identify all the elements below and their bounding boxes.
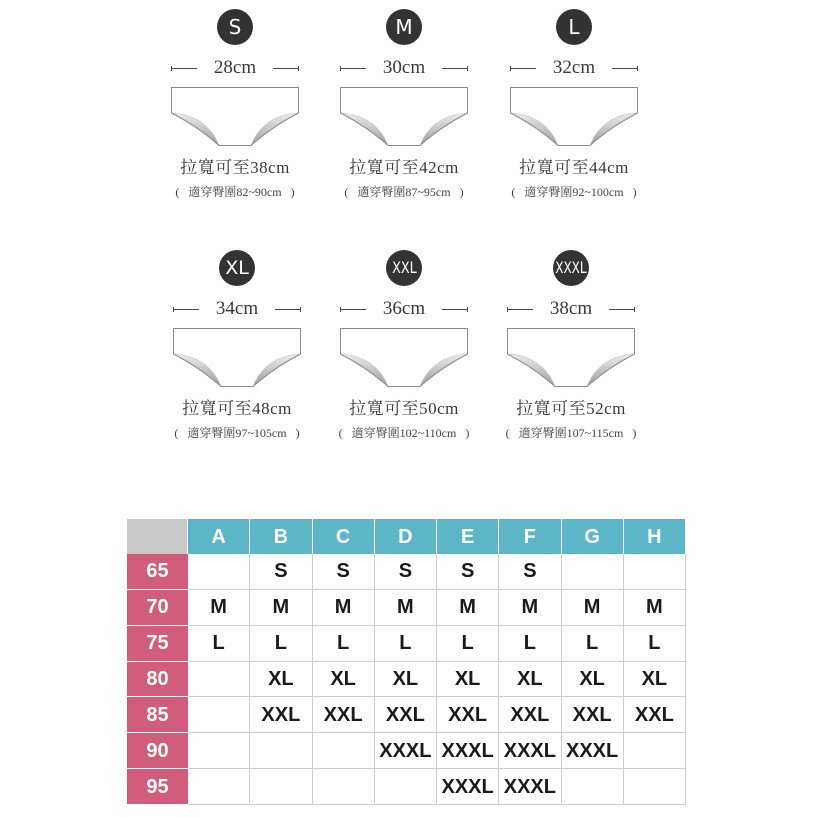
size-cell: L: [188, 626, 250, 662]
size-cell: [562, 769, 624, 805]
size-cell: M: [313, 590, 375, 626]
size-cell: [250, 769, 312, 805]
stretch-text: 拉寬可至50cm: [349, 399, 459, 418]
measure-line: [340, 68, 366, 69]
size-table: [127, 519, 686, 805]
size-cell: XL: [562, 662, 624, 698]
size-cell: M: [437, 590, 499, 626]
size-cell: [313, 733, 375, 769]
size-badge-label: XL: [225, 256, 249, 279]
hip-fit-text: ( 適穿臀圍92~100cm ): [511, 185, 637, 199]
size-cell: XXL: [624, 697, 686, 733]
size-badge: [386, 250, 422, 286]
size-cell: XXXL: [437, 733, 499, 769]
size-cell: XXXL: [437, 769, 499, 805]
waist-width-measure: [510, 58, 638, 78]
size-cell: [624, 769, 686, 805]
measure-line: [275, 309, 301, 310]
size-badge: [386, 9, 422, 45]
size-cell: XXL: [313, 697, 375, 733]
size-cell: [188, 769, 250, 805]
stretch-text: 拉寬可至52cm: [516, 399, 626, 418]
size-cell: XXL: [562, 697, 624, 733]
size-cell: XXL: [375, 697, 437, 733]
stretch-text: 拉寬可至42cm: [349, 158, 459, 177]
waist-width-text: 38cm: [549, 298, 593, 319]
size-cell: XL: [313, 662, 375, 698]
size-cell: [188, 554, 250, 590]
size-cell: S: [313, 554, 375, 590]
briefs-illustration: [510, 87, 638, 147]
size-badge: [553, 250, 589, 286]
size-badge-label: L: [568, 15, 580, 39]
size-cell: [375, 769, 437, 805]
measure-line: [612, 68, 638, 69]
size-badge-label: XXXL: [555, 258, 587, 277]
hip-fit-text: ( 適穿臀圍107~115cm ): [505, 426, 637, 440]
cup-header: A: [188, 519, 250, 554]
band-label: 70: [127, 590, 188, 626]
waist-width-measure: [507, 299, 635, 319]
band-label: 80: [127, 662, 188, 698]
measure-line: [609, 309, 635, 310]
size-cell: [624, 733, 686, 769]
size-cell: M: [375, 590, 437, 626]
size-cell: XL: [624, 662, 686, 698]
waist-width-text: 34cm: [215, 298, 259, 319]
briefs-illustration: [340, 328, 468, 388]
waist-width-text: 36cm: [382, 298, 426, 319]
cup-header: G: [562, 519, 624, 554]
size-cell: XL: [437, 662, 499, 698]
size-cell: L: [624, 626, 686, 662]
size-cell: [188, 733, 250, 769]
waist-width-text: 32cm: [552, 57, 596, 78]
size-cell: S: [437, 554, 499, 590]
briefs-illustration: [340, 87, 468, 147]
size-cell: [188, 697, 250, 733]
size-cell: XL: [375, 662, 437, 698]
size-cell: XXL: [437, 697, 499, 733]
cup-header: C: [313, 519, 375, 554]
size-cell: M: [562, 590, 624, 626]
cup-header: D: [375, 519, 437, 554]
measure-line: [273, 68, 299, 69]
cup-header: F: [499, 519, 561, 554]
size-cell: [188, 662, 250, 698]
size-cell: M: [499, 590, 561, 626]
size-cell: L: [250, 626, 312, 662]
size-cell: S: [250, 554, 312, 590]
size-cell: XXXL: [375, 733, 437, 769]
size-cell: XXXL: [499, 733, 561, 769]
size-cell: L: [562, 626, 624, 662]
hip-fit-text: ( 適穿臀圍87~95cm ): [344, 185, 464, 199]
size-cell: [250, 733, 312, 769]
waist-width-text: 28cm: [213, 57, 257, 78]
size-card-l: [474, 0, 674, 210]
band-label: 65: [127, 554, 188, 590]
waist-width-text: 30cm: [382, 57, 426, 78]
measure-line: [507, 309, 533, 310]
briefs-illustration: [171, 87, 299, 147]
table-corner-cell: [127, 519, 188, 554]
measure-line: [171, 68, 197, 69]
measure-line: [510, 68, 536, 69]
size-cell: M: [624, 590, 686, 626]
waist-width-measure: [340, 58, 468, 78]
cup-header: E: [437, 519, 499, 554]
size-cell: [562, 554, 624, 590]
measure-line: [340, 309, 366, 310]
size-cell: L: [437, 626, 499, 662]
size-cell: XXXL: [562, 733, 624, 769]
size-badge: [556, 9, 592, 45]
size-badge-label: XXL: [391, 258, 417, 277]
size-cell: M: [250, 590, 312, 626]
cup-header: H: [624, 519, 686, 554]
briefs-illustration: [173, 328, 301, 388]
size-cell: XXL: [250, 697, 312, 733]
size-cell: XXXL: [499, 769, 561, 805]
size-badge-label: M: [395, 15, 413, 39]
size-cell: M: [188, 590, 250, 626]
size-cell: [624, 554, 686, 590]
size-badge: [217, 9, 253, 45]
measure-line: [173, 309, 199, 310]
band-label: 95: [127, 769, 188, 805]
stretch-text: 拉寬可至48cm: [182, 399, 292, 418]
size-card-xxxl: [471, 241, 671, 451]
size-cell: S: [375, 554, 437, 590]
size-cell: L: [375, 626, 437, 662]
size-cell: L: [313, 626, 375, 662]
size-cell: XL: [250, 662, 312, 698]
band-label: 90: [127, 733, 188, 769]
size-badge: [219, 250, 255, 286]
size-cell: [313, 769, 375, 805]
waist-width-measure: [171, 58, 299, 78]
band-label: 85: [127, 697, 188, 733]
size-cell: XXL: [499, 697, 561, 733]
size-cell: L: [499, 626, 561, 662]
briefs-illustration: [507, 328, 635, 388]
size-cell: XL: [499, 662, 561, 698]
measure-line: [442, 309, 468, 310]
waist-width-measure: [340, 299, 468, 319]
waist-width-measure: [173, 299, 301, 319]
stretch-text: 拉寬可至44cm: [519, 158, 629, 177]
hip-fit-text: ( 適穿臀圍102~110cm ): [338, 426, 470, 440]
hip-fit-text: ( 適穿臀圍82~90cm ): [175, 185, 295, 199]
size-badge-label: S: [228, 15, 242, 39]
band-label: 75: [127, 626, 188, 662]
cup-header: B: [250, 519, 312, 554]
hip-fit-text: ( 適穿臀圍97~105cm ): [174, 426, 300, 440]
measure-line: [442, 68, 468, 69]
stretch-text: 拉寬可至38cm: [180, 158, 290, 177]
size-cell: S: [499, 554, 561, 590]
